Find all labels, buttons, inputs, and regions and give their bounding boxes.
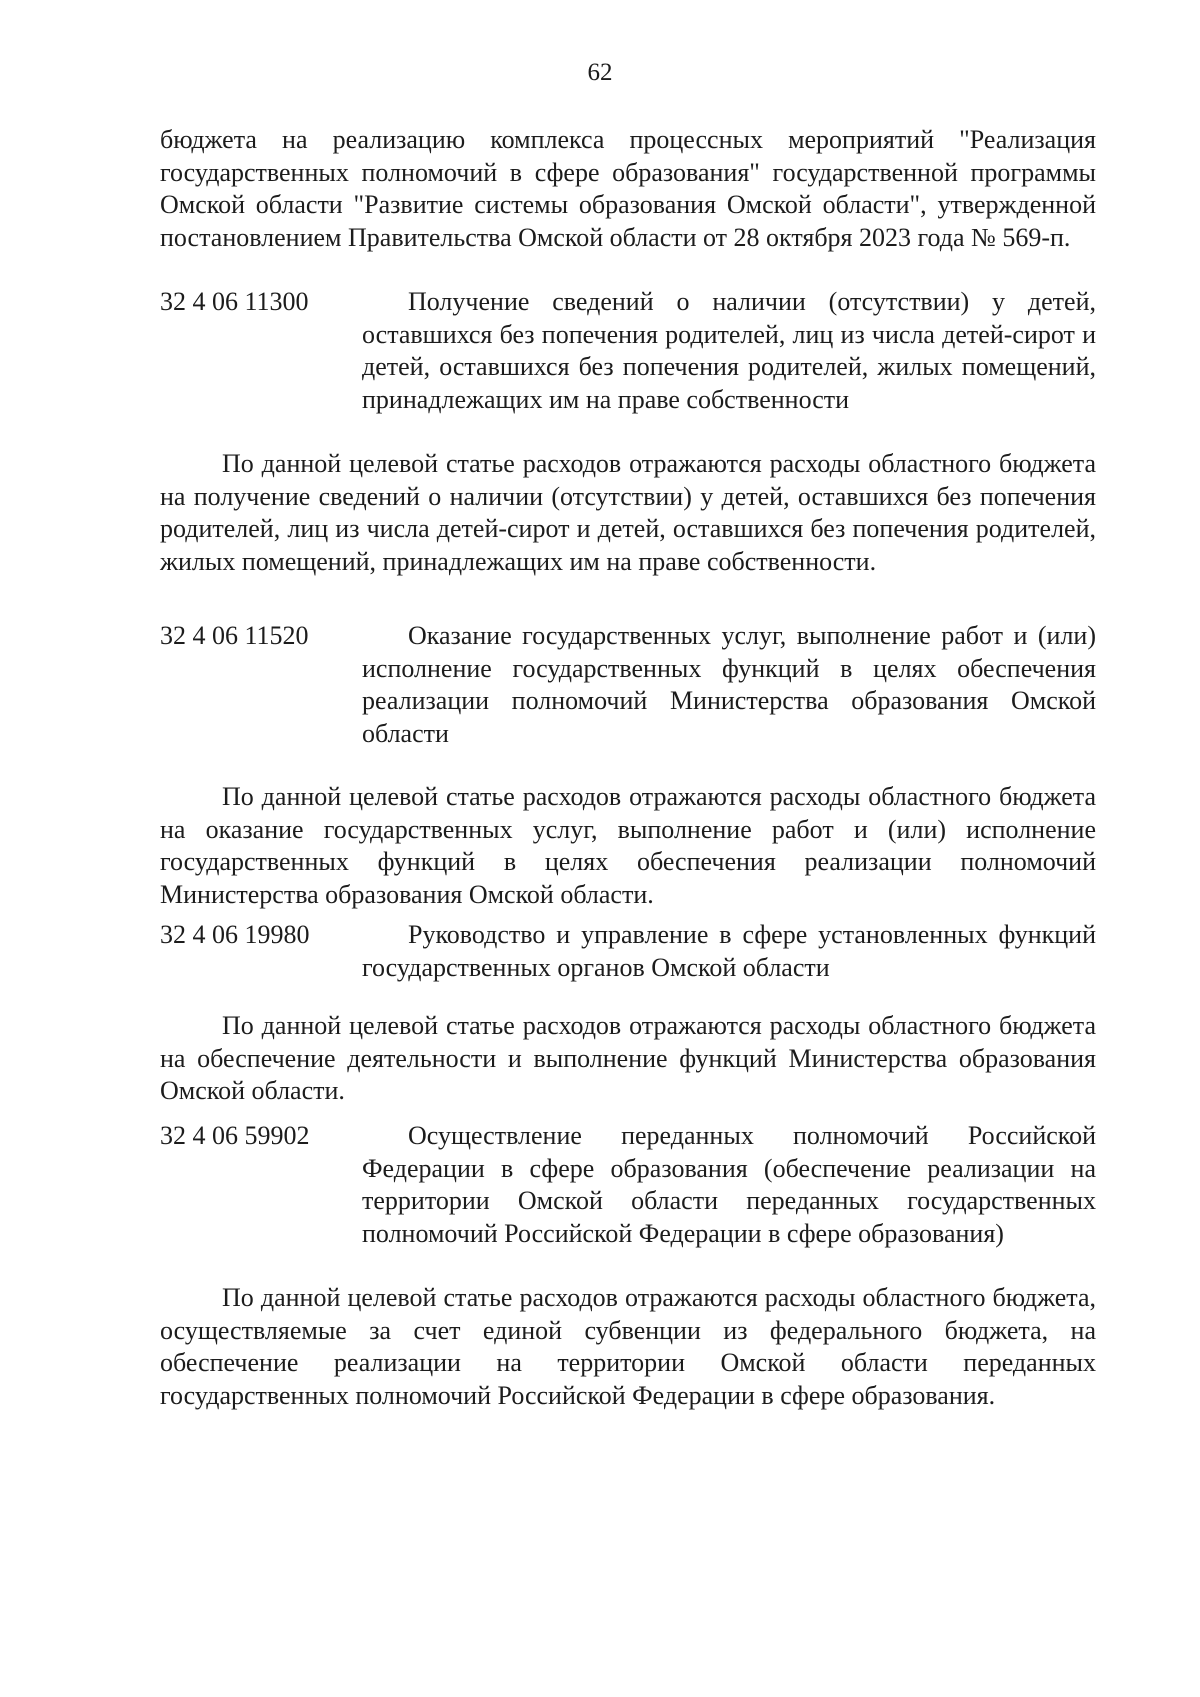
entry-code: 32 4 06 11520 bbox=[160, 621, 309, 650]
page-number: 62 bbox=[587, 59, 613, 86]
entry-title: Руководство и управление в сфере установленных функций государственных органов Омской области bbox=[362, 920, 1096, 982]
lead-paragraph: бюджета на реализацию комплекса процессных мероприятий "Реализация государственных полномочий в сфере образования" государственной программы Омской области "Развитие системы образования Омской области", утвержденной постановлением Правительства Омской области от 28 октября 2023 года № 569-п. bbox=[160, 125, 1096, 252]
entry-description: По данной целевой статье расходов отражаются расходы областного бюджета, осуществляемые за счет единой субвенции из федерального бюджета, на обеспечение реализации на территории Омской области переданных государственных полномочий Российской Федерации в сфере образования. bbox=[160, 1283, 1096, 1410]
entry-title: Получение сведений о наличии (отсутствии) у детей, оставшихся без попечения родителей, лиц из числа детей-сирот и детей, оставшихся без попечения родителей, жилых помещений, принадлежащих им на праве собственности bbox=[362, 287, 1096, 414]
entry-code: 32 4 06 19980 bbox=[160, 920, 310, 949]
entry-description: По данной целевой статье расходов отражаются расходы областного бюджета на получение сведений о наличии (отсутствии) у детей, оставшихся без попечения родителей, лиц из числа детей-сирот и детей, оставшихся без попечения родителей, жилых помещений, принадлежащих им на праве собственности. bbox=[160, 449, 1096, 576]
entry-description: По данной целевой статье расходов отражаются расходы областного бюджета на оказание государственных услуг, выполнение работ и (или) исполнение государственных функций в целях обеспечения реализации полномочий Министерства образования Омской области. bbox=[160, 782, 1096, 909]
entry-title: Осуществление переданных полномочий Российской Федерации в сфере образования (обеспечение реализации на территории Омской области переданных государственных полномочий Российской Федерации в сфере образования) bbox=[362, 1121, 1096, 1248]
entry-code: 32 4 06 59902 bbox=[160, 1121, 310, 1150]
entry-code: 32 4 06 11300 bbox=[160, 287, 309, 316]
entry-description: По данной целевой статье расходов отражаются расходы областного бюджета на обеспечение деятельности и выполнение функций Министерства образования Омской области. bbox=[160, 1011, 1096, 1105]
entry-title: Оказание государственных услуг, выполнение работ и (или) исполнение государственных функций в целях обеспечения реализации полномочий Министерства образования Омской области bbox=[362, 621, 1096, 748]
